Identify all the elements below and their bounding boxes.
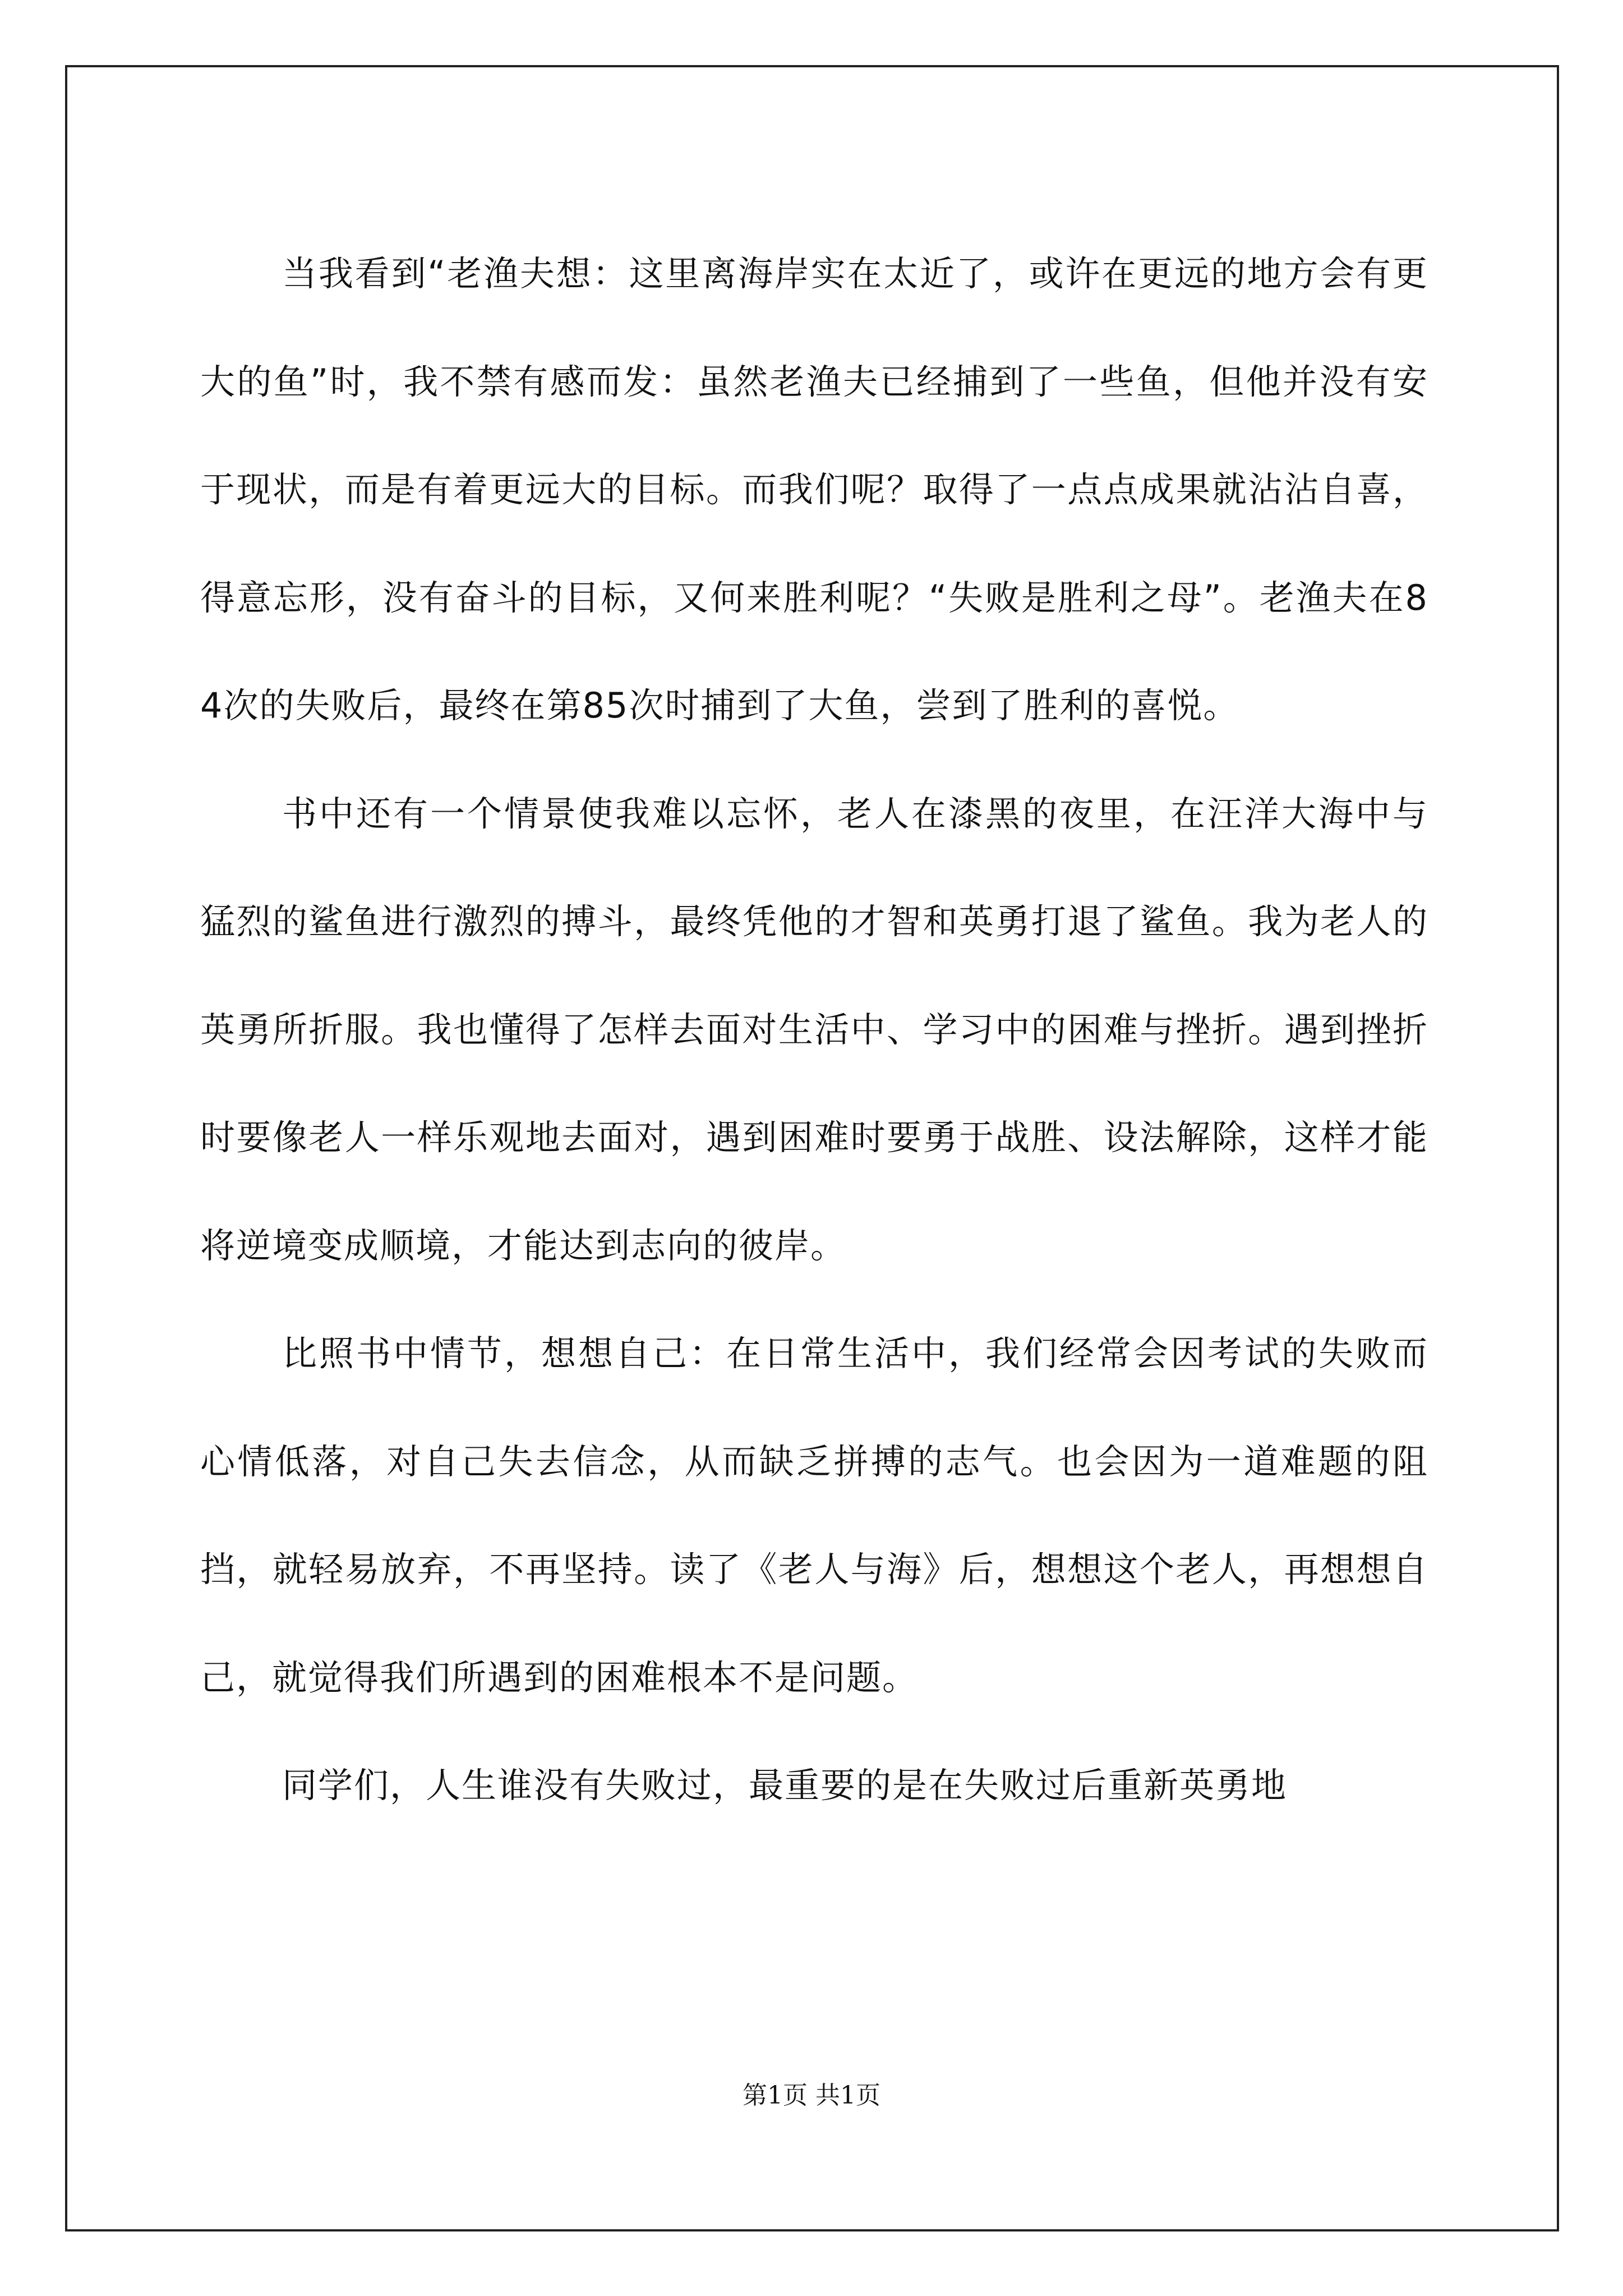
document-body	[200, 220, 1428, 1840]
paragraph: 比照书中情节，想想自己：在日常生活中，我们经常会因考试的失败而心情低落，对自己失去信念，从而缺乏拼搏的志气。也会因为一道难题的阻挡，就轻易放弃，不再坚持。读了《老人与海》后，想想这个老人，再想想自己，就觉得我们所遇到的困难根本不是问题。	[200, 1333, 1428, 1698]
paragraph: 当我看到“老渔夫想：这里离海岸实在太近了，或许在更远的地方会有更大的鱼”时，我不禁有感而发：虽然老渔夫已经捕到了一些鱼，但他并没有安于现状，而是有着更远大的目标。而我们呢？取得了一点点成果就沾沾自喜，得意忘形，没有奋斗的目标，又何来胜利呢？“失败是胜利之母”。老渔夫在84次的失败后，最终在第85次时捕到了大鱼，尝到了胜利的喜悦。	[200, 253, 1428, 726]
paragraph: 书中还有一个情景使我难以忘怀，老人在漆黑的夜里，在汪洋大海中与猛烈的鲨鱼进行激烈的搏斗，最终凭他的才智和英勇打退了鲨鱼。我为老人的英勇所折服。我也懂得了怎样去面对生活中、学习中的困难与挫折。遇到挫折时要像老人一样乐观地去面对，遇到困难时要勇于战胜、设法解除，这样才能将逆境变成顺境，才能达到志向的彼岸。	[200, 793, 1428, 1266]
paragraph: 同学们，人生谁没有失败过，最重要的是在失败过后重新英勇地	[282, 1765, 1288, 1806]
page-footer: 第1页 共1页	[743, 2081, 880, 2110]
